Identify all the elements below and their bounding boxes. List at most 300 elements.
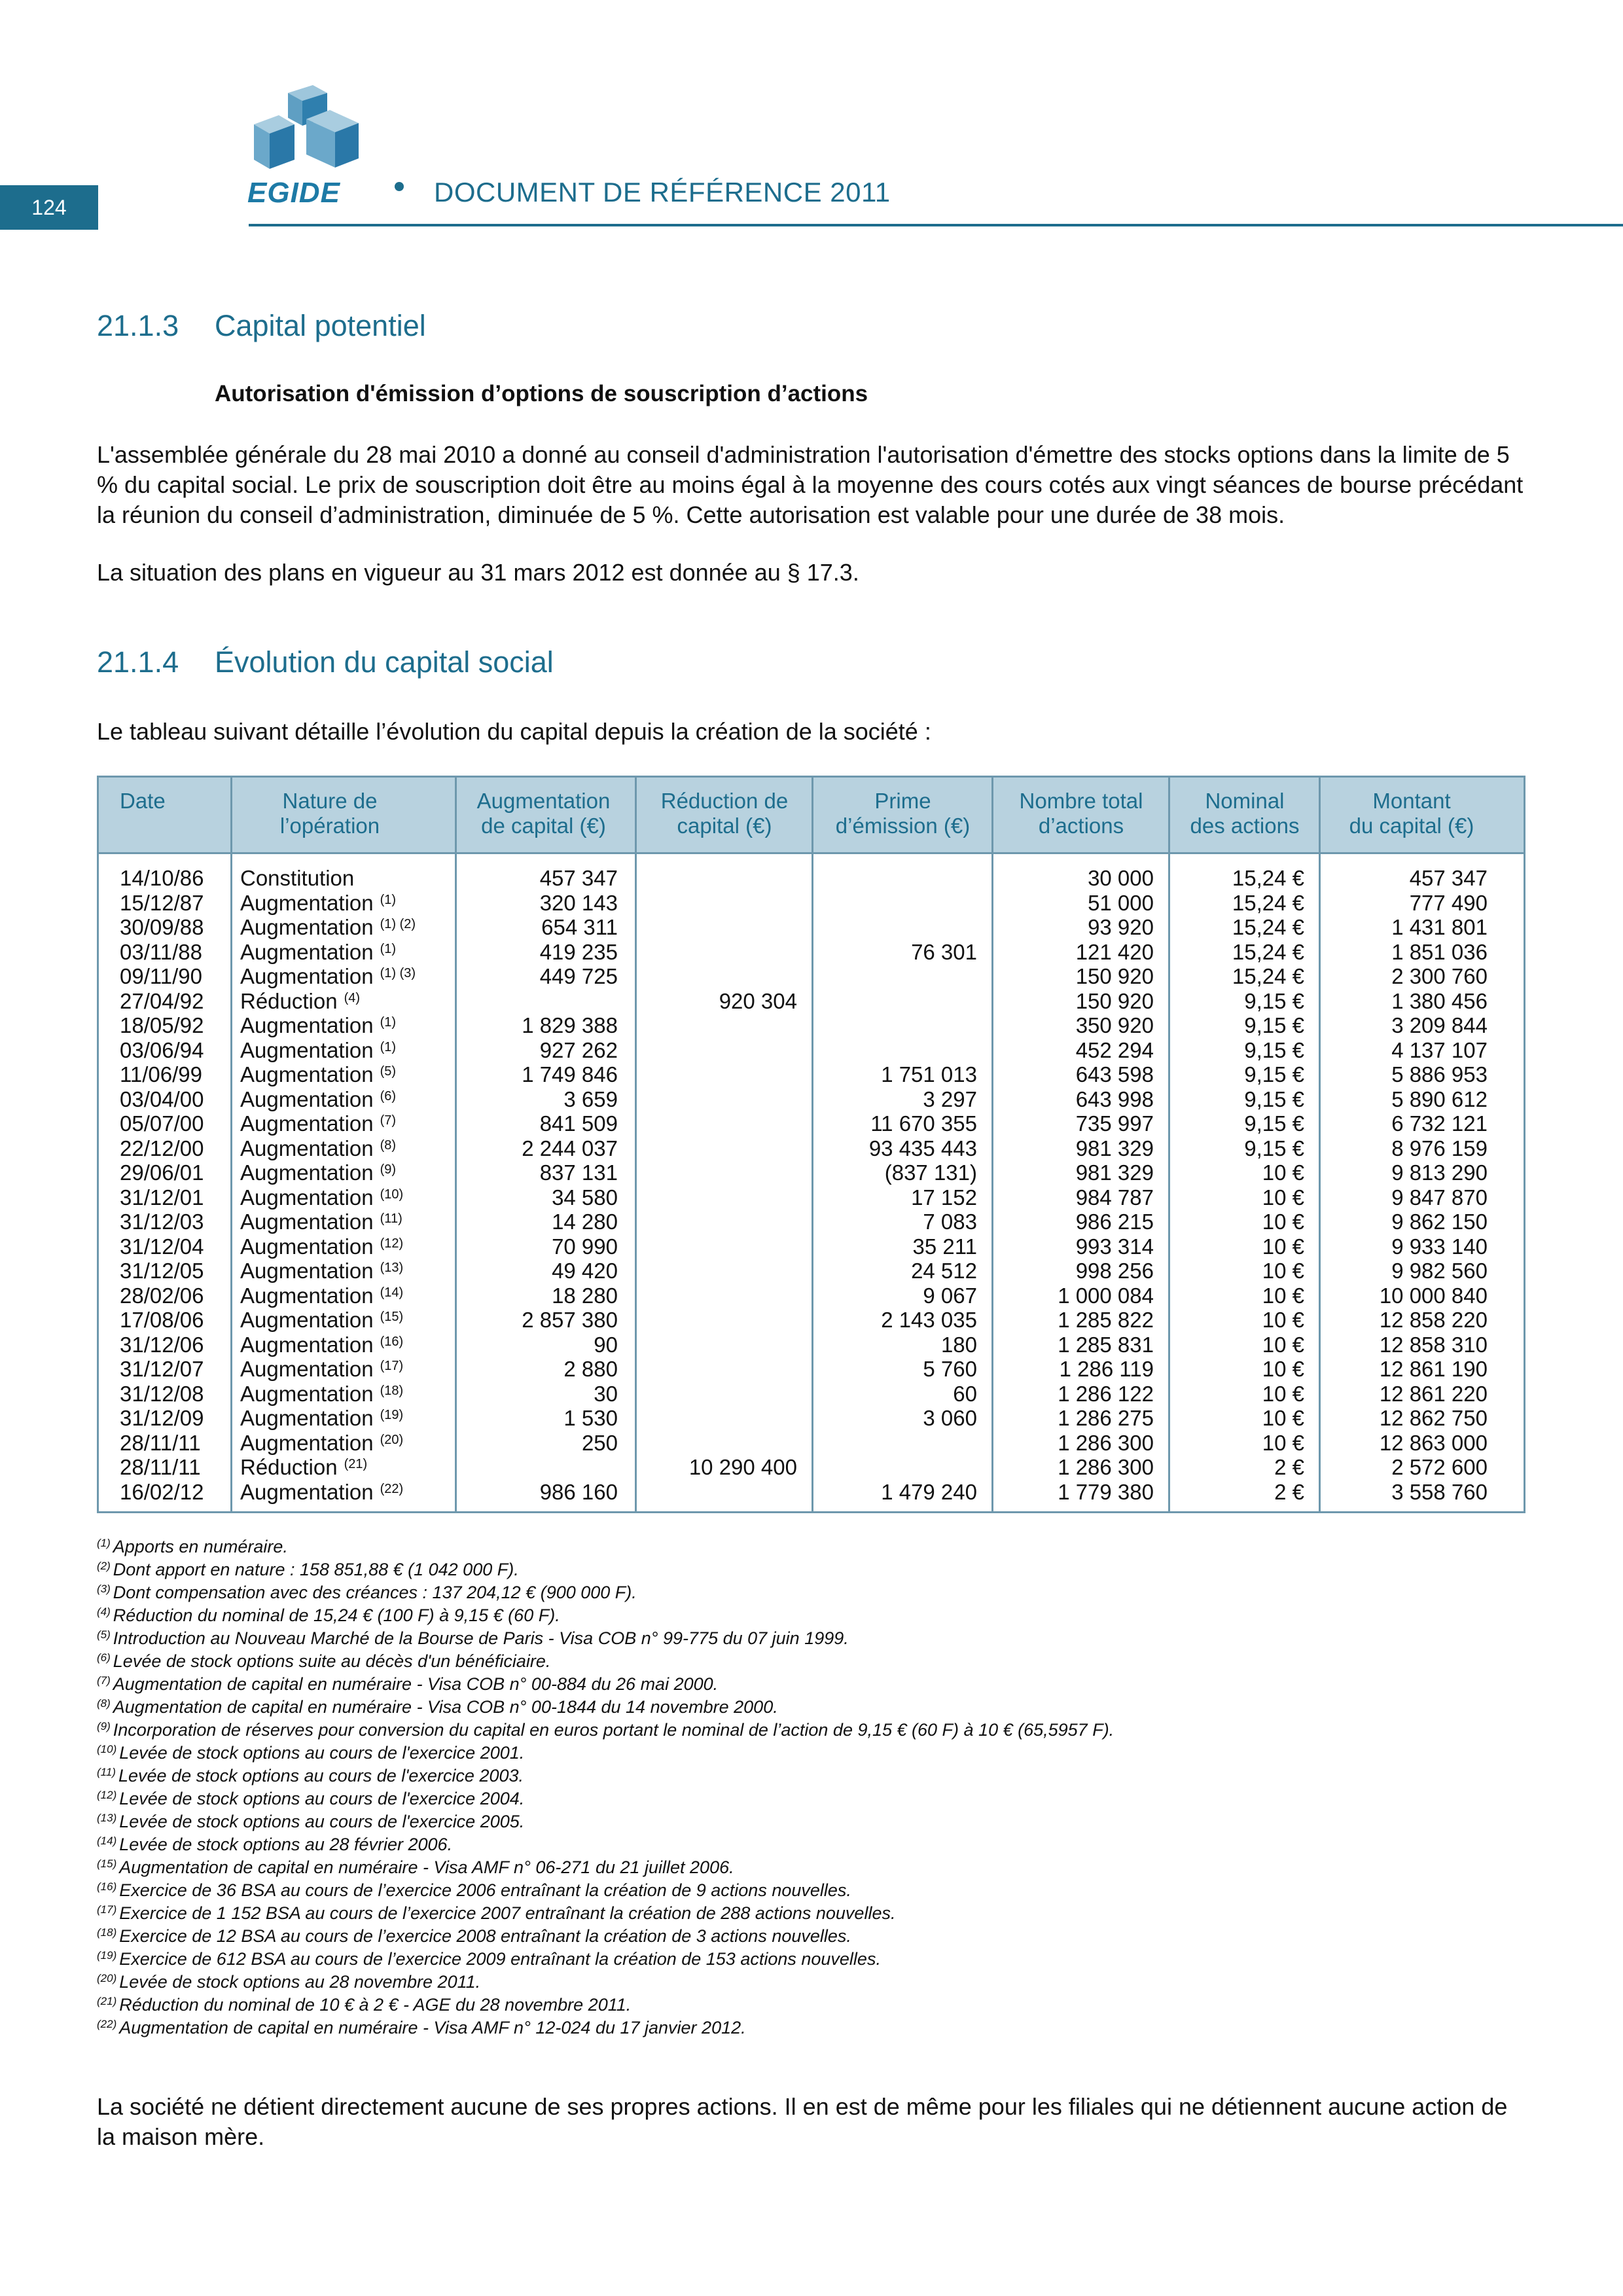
cell-nature: [240, 866, 450, 891]
subheading: Autorisation d'émission d’options de souscription d’actions: [215, 381, 868, 406]
table-body: [99, 866, 1524, 1504]
footnote-item: [97, 1925, 1524, 1948]
cell-date: 30/09/88: [120, 915, 204, 939]
cell-date: 22/12/00: [120, 1136, 204, 1160]
table-row: [99, 1406, 1524, 1431]
cell-nature: [240, 1357, 450, 1382]
cell-montant: 12 862 750: [1379, 1406, 1488, 1430]
operation-label: Augmentation: [240, 1136, 374, 1160]
cell-nominal: 9,15 €: [1244, 1111, 1304, 1136]
cell-nominal: 15,24 €: [1232, 964, 1304, 988]
operation-label: Réduction: [240, 988, 338, 1013]
table-row: [99, 915, 1524, 940]
cell-nombre: 981 329: [1075, 1136, 1154, 1160]
cell-augmentation: 449 725: [539, 964, 618, 988]
cell-montant: 9 847 870: [1391, 1185, 1488, 1210]
footnote-reference: (6): [380, 1088, 397, 1103]
operation-label: Augmentation: [240, 890, 374, 915]
header-nominal: Nominal des actions: [1190, 789, 1300, 838]
cell-nombre: 51 000: [1088, 890, 1154, 915]
cell-nature: [240, 1333, 450, 1357]
cell-nominal: 10 €: [1262, 1406, 1304, 1430]
footnote-reference: (1) (2): [380, 917, 416, 931]
footnote-reference: (16): [380, 1334, 404, 1349]
cell-nombre: 1 286 122: [1058, 1381, 1154, 1406]
egide-logo-cubes-icon: [249, 85, 366, 183]
table-row: [99, 1283, 1524, 1308]
header-date: Date: [120, 789, 166, 813]
footnote-reference: (13): [380, 1261, 404, 1275]
cell-montant: 8 976 159: [1391, 1136, 1488, 1160]
cell-nominal: 10 €: [1262, 1234, 1304, 1259]
footnote-reference: (18): [380, 1383, 404, 1398]
footnote-mark: (18): [97, 1926, 117, 1939]
table-row: [99, 1111, 1524, 1136]
cell-nominal: 10 €: [1262, 1283, 1304, 1308]
operation-label: Augmentation: [240, 939, 374, 964]
table-row: [99, 1382, 1524, 1407]
cell-nombre: 30 000: [1088, 866, 1154, 890]
cell-date: 28/11/11: [120, 1455, 201, 1479]
cell-date: 31/12/09: [120, 1406, 204, 1430]
table-row: [99, 940, 1524, 965]
operation-label: Augmentation: [240, 1210, 374, 1234]
cell-montant: 2 572 600: [1391, 1455, 1488, 1479]
capital-evolution-table: [97, 776, 1525, 1513]
footnote-item: [97, 1650, 1524, 1673]
cell-nombre: 993 314: [1075, 1234, 1154, 1259]
operation-label: Augmentation: [240, 1160, 374, 1185]
cell-augmentation: 49 420: [552, 1259, 618, 1283]
cell-montant: 12 861 190: [1379, 1357, 1488, 1381]
footnote-item: [97, 1833, 1524, 1856]
cell-date: 14/10/86: [120, 866, 204, 890]
footnote-reference: (12): [380, 1236, 404, 1251]
footnote-text: Réduction du nominal de 15,24 € (100 F) à 9,15 € (60 F).: [113, 1605, 560, 1625]
cell-prime: 7 083: [923, 1210, 977, 1234]
cell-montant: 3 209 844: [1391, 1013, 1488, 1037]
footnote-mark: (14): [97, 1835, 117, 1847]
cell-montant: 6 732 121: [1391, 1111, 1488, 1136]
cell-date: 28/02/06: [120, 1283, 204, 1308]
cell-nominal: 10 €: [1262, 1308, 1304, 1332]
cell-montant: 12 861 220: [1379, 1381, 1488, 1406]
cell-nature: [240, 1038, 450, 1063]
cell-nature: [240, 940, 450, 965]
footnote-reference: (4): [344, 990, 361, 1005]
section-number: 21.1.3: [97, 309, 179, 342]
footnote-text: Levée de stock options au cours de l'exercice 2003.: [118, 1766, 524, 1785]
cell-nominal: 2 €: [1274, 1455, 1304, 1479]
footnote-reference: (19): [380, 1408, 404, 1422]
cell-augmentation: 837 131: [539, 1160, 618, 1185]
footnote-mark: (3): [97, 1583, 111, 1595]
cell-date: 03/11/88: [120, 939, 203, 964]
cell-nature: [240, 1259, 450, 1283]
operation-label: Augmentation: [240, 1283, 374, 1308]
cell-augmentation: 419 235: [539, 939, 618, 964]
cell-nature: [240, 1160, 450, 1185]
footnote-reference: (8): [380, 1138, 397, 1153]
cell-prime: 5 760: [923, 1357, 977, 1381]
cell-date: 31/12/04: [120, 1234, 204, 1259]
footnote-text: Levée de stock options au 28 novembre 2011.: [119, 1972, 481, 1992]
cell-nature: [240, 915, 450, 940]
cell-nominal: 10 €: [1262, 1160, 1304, 1185]
document-title: DOCUMENT DE RÉFÉRENCE 2011: [434, 177, 891, 207]
operation-label: Augmentation: [240, 1381, 374, 1406]
footnote-item: [97, 1604, 1524, 1627]
cell-montant: 10 000 840: [1379, 1283, 1488, 1308]
table-row: [99, 964, 1524, 989]
footnote-item: [97, 1696, 1524, 1719]
header-nature: Nature de l’opération: [279, 789, 380, 838]
operation-label: Augmentation: [240, 1259, 374, 1283]
table-row: [99, 1136, 1524, 1161]
footnote-item: [97, 1971, 1524, 1994]
section-heading-capital-potentiel: [97, 309, 426, 343]
footnote-item: [97, 1719, 1524, 1742]
footnote-text: Exercice de 1 152 BSA au cours de l’exercice 2007 entraînant la création de 288 actions nouvelles.: [119, 1903, 896, 1923]
cell-nominal: 15,24 €: [1232, 866, 1304, 890]
table-row: [99, 1357, 1524, 1382]
logo-wordmark: EGIDE: [247, 177, 340, 209]
cell-nature: [240, 1406, 450, 1431]
cell-augmentation: 1 749 846: [522, 1062, 618, 1086]
footnote-item: [97, 2017, 1524, 2039]
footnote-mark: (4): [97, 1605, 111, 1618]
cell-nature: [240, 1431, 450, 1456]
footnote-text: Augmentation de capital en numéraire - Visa AMF n° 06-271 du 21 juillet 2006.: [119, 1857, 734, 1877]
operation-label: Augmentation: [240, 1185, 374, 1210]
section-heading-evolution-capital: [97, 645, 554, 679]
cell-nature: [240, 891, 450, 916]
cell-nombre: 1 285 822: [1058, 1308, 1154, 1332]
cell-montant: 9 862 150: [1391, 1210, 1488, 1234]
footnote-text: Levée de stock options au cours de l'exercice 2004.: [119, 1789, 525, 1808]
cell-date: 31/12/01: [120, 1185, 204, 1210]
cell-date: 09/11/90: [120, 964, 203, 988]
table-row: [99, 1308, 1524, 1333]
cell-date: 31/12/03: [120, 1210, 204, 1234]
footnote-reference: (1): [380, 892, 397, 907]
cell-nombre: 350 920: [1075, 1013, 1154, 1037]
cell-prime: 24 512: [911, 1259, 977, 1283]
footnote-reference: (10): [380, 1187, 404, 1202]
cell-nombre: 1 286 300: [1058, 1455, 1154, 1479]
footnote-mark: (20): [97, 1972, 117, 1984]
cell-prime: 1 751 013: [881, 1062, 977, 1086]
cell-nombre: 643 998: [1075, 1086, 1154, 1111]
cell-montant: 12 858 310: [1379, 1332, 1488, 1357]
table-row: [99, 1480, 1524, 1505]
cell-reduction: 920 304: [719, 988, 797, 1013]
cell-augmentation: 34 580: [552, 1185, 618, 1210]
cell-augmentation: 90: [594, 1332, 618, 1357]
section-number: 21.1.4: [97, 645, 179, 679]
cell-prime: 3 297: [923, 1086, 977, 1111]
cell-augmentation: 2 880: [563, 1357, 618, 1381]
cell-montant: 1 851 036: [1391, 939, 1488, 964]
cell-nominal: 10 €: [1262, 1381, 1304, 1406]
operation-label: Augmentation: [240, 1332, 374, 1357]
header-bullet: [395, 182, 404, 191]
cell-augmentation: 18 280: [552, 1283, 618, 1308]
table-row: [99, 1210, 1524, 1234]
cell-date: 03/04/00: [120, 1086, 204, 1111]
header-montant: Montant du capital (€): [1349, 789, 1474, 838]
operation-label: Augmentation: [240, 964, 374, 988]
cell-prime: 3 060: [923, 1406, 977, 1430]
footnote-text: Augmentation de capital en numéraire - Visa AMF n° 12-024 du 17 janvier 2012.: [119, 2018, 746, 2037]
cell-nombre: 1 285 831: [1058, 1332, 1154, 1357]
cell-nominal: 10 €: [1262, 1259, 1304, 1283]
operation-label: Augmentation: [240, 1013, 374, 1037]
footnote-mark: (16): [97, 1880, 117, 1893]
cell-prime: 11 670 355: [870, 1111, 977, 1136]
cell-nature: [240, 1455, 450, 1480]
footnote-mark: (21): [97, 1995, 117, 2007]
cell-nombre: 150 920: [1075, 988, 1154, 1013]
cell-augmentation: 250: [581, 1430, 618, 1455]
footnote-item: [97, 1673, 1524, 1696]
cell-nominal: 9,15 €: [1244, 1136, 1304, 1160]
footnote-item: [97, 1810, 1524, 1833]
operation-label: Augmentation: [240, 1479, 374, 1504]
footnote-text: Levée de stock options au 28 février 2006.: [119, 1835, 453, 1854]
cell-nature: [240, 1087, 450, 1112]
cell-nominal: 15,24 €: [1232, 915, 1304, 939]
cell-augmentation: 1 829 388: [522, 1013, 618, 1037]
paragraph-plans: La situation des plans en vigueur au 31 mars 2012 est donnée au § 17.3.: [97, 559, 859, 586]
cell-nominal: 2 €: [1274, 1479, 1304, 1504]
cell-nominal: 9,15 €: [1244, 1013, 1304, 1037]
operation-label: Augmentation: [240, 1430, 374, 1455]
cell-nominal: 9,15 €: [1244, 1037, 1304, 1062]
operation-label: Augmentation: [240, 1037, 374, 1062]
operation-label: Augmentation: [240, 1086, 374, 1111]
header-divider: [249, 224, 1623, 226]
cell-nature: [240, 1234, 450, 1259]
operation-label: Augmentation: [240, 1357, 374, 1381]
table-row: [99, 1455, 1524, 1480]
footnote-text: Introduction au Nouveau Marché de la Bourse de Paris - Visa COB n° 99-775 du 07 juin 1999.: [113, 1628, 849, 1648]
cell-montant: 4 137 107: [1391, 1037, 1488, 1062]
cell-montant: 5 886 953: [1391, 1062, 1488, 1086]
cell-nombre: 1 779 380: [1058, 1479, 1154, 1504]
operation-label: Réduction: [240, 1455, 338, 1479]
footnote-text: Incorporation de réserves pour conversion du capital en euros portant le nominal de l’action de 9,15 € (60 F) à 10 € (65,5957 F).: [113, 1720, 1115, 1740]
footnote-text: Dont compensation avec des créances : 137 204,12 € (900 000 F).: [113, 1583, 637, 1602]
header-prime: Prime d’émission (€): [835, 789, 971, 838]
footnote-mark: (2): [97, 1560, 111, 1572]
footnote-reference: (21): [344, 1457, 368, 1471]
cell-augmentation: 927 262: [539, 1037, 618, 1062]
cell-prime: 35 211: [912, 1234, 977, 1259]
footnote-item: [97, 1879, 1524, 1902]
cell-date: 31/12/05: [120, 1259, 204, 1283]
table-row: [99, 1185, 1524, 1210]
cell-prime: 17 152: [911, 1185, 977, 1210]
cell-augmentation: 2 244 037: [522, 1136, 618, 1160]
footnote-reference: (14): [380, 1285, 404, 1300]
footnote-text: Exercice de 612 BSA au cours de l’exercice 2009 entraînant la création de 153 actions nouvelles.: [119, 1949, 881, 1969]
footnote-reference: (20): [380, 1432, 404, 1447]
footnote-reference: (22): [380, 1481, 404, 1496]
header-nombre: Nombre total d’actions: [1019, 789, 1143, 838]
footnote-reference: (5): [380, 1064, 397, 1079]
cell-nombre: 1 286 300: [1058, 1430, 1154, 1455]
table-row: [99, 891, 1524, 916]
footnote-text: Dont apport en nature : 158 851,88 € (1 042 000 F).: [113, 1560, 519, 1579]
cell-date: 11/06/99: [120, 1062, 203, 1086]
cell-prime: 76 301: [911, 939, 977, 964]
cell-nombre: 984 787: [1075, 1185, 1154, 1210]
footnote-mark: (5): [97, 1628, 111, 1641]
footnote-item: [97, 1902, 1524, 1925]
cell-augmentation: 986 160: [539, 1479, 618, 1504]
footnote-mark: (9): [97, 1720, 111, 1732]
cell-nombre: 1 286 275: [1058, 1406, 1154, 1430]
cell-nature: [240, 1308, 450, 1333]
footnote-mark: (15): [97, 1857, 117, 1870]
cell-montant: 457 347: [1409, 866, 1488, 890]
footnote-reference: (1): [380, 941, 397, 956]
footnote-item: [97, 1948, 1524, 1971]
cell-augmentation: 654 311: [541, 915, 618, 939]
cell-nature: [240, 1136, 450, 1161]
operation-label: Augmentation: [240, 1111, 374, 1136]
footnote-reference: (11): [380, 1211, 402, 1226]
cell-nombre: 93 920: [1088, 915, 1154, 939]
footnote-reference: (9): [380, 1162, 397, 1177]
footnote-item: [97, 1742, 1524, 1765]
footnote-item: [97, 1787, 1524, 1810]
cell-nature: [240, 1062, 450, 1087]
cell-nominal: 10 €: [1262, 1357, 1304, 1381]
cell-nominal: 9,15 €: [1244, 1062, 1304, 1086]
cell-prime: 9 067: [923, 1283, 977, 1308]
table-row: [99, 989, 1524, 1014]
cell-augmentation: 457 347: [539, 866, 618, 890]
cell-augmentation: 841 509: [539, 1111, 618, 1136]
cell-montant: 9 813 290: [1391, 1160, 1488, 1185]
table-row: [99, 1087, 1524, 1112]
section-title: Évolution du capital social: [215, 645, 554, 679]
footnote-reference: (7): [380, 1113, 397, 1128]
cell-nominal: 10 €: [1262, 1430, 1304, 1455]
footnote-mark: (17): [97, 1903, 117, 1916]
footnote-item: [97, 1994, 1524, 2017]
cell-nombre: 986 215: [1075, 1210, 1154, 1234]
cell-nombre: 452 294: [1075, 1037, 1154, 1062]
cell-nominal: 15,24 €: [1232, 890, 1304, 915]
table-intro: Le tableau suivant détaille l’évolution du capital depuis la création de la société :: [97, 718, 931, 745]
cell-montant: 9 982 560: [1391, 1259, 1488, 1283]
footnote-reference: (1) (3): [380, 966, 416, 980]
cell-nature: [240, 1185, 450, 1210]
footnote-mark: (6): [97, 1651, 111, 1664]
cell-nature: [240, 964, 450, 989]
cell-augmentation: 1 530: [563, 1406, 618, 1430]
cell-prime: 1 479 240: [881, 1479, 977, 1504]
table-row: [99, 1013, 1524, 1038]
footnote-item: [97, 1535, 1524, 1558]
cell-nature: [240, 989, 450, 1014]
footnote-item: [97, 1558, 1524, 1581]
footnote-text: Levée de stock options au cours de l'exercice 2005.: [119, 1812, 525, 1831]
operation-label: Augmentation: [240, 1234, 374, 1259]
cell-date: 28/11/11: [120, 1430, 201, 1455]
cell-nominal: 10 €: [1262, 1185, 1304, 1210]
cell-nominal: 15,24 €: [1232, 939, 1304, 964]
cell-nominal: 10 €: [1262, 1210, 1304, 1234]
cell-nature: [240, 1111, 450, 1136]
cell-date: 31/12/06: [120, 1332, 204, 1357]
cell-montant: 5 890 612: [1391, 1086, 1488, 1111]
operation-label: Constitution: [240, 866, 355, 890]
cell-augmentation: 70 990: [552, 1234, 618, 1259]
cell-nature: [240, 1480, 450, 1505]
table-row: [99, 1038, 1524, 1063]
cell-date: 31/12/07: [120, 1357, 204, 1381]
cell-date: 18/05/92: [120, 1013, 204, 1037]
cell-reduction: 10 290 400: [688, 1455, 797, 1479]
operation-label: Augmentation: [240, 915, 374, 939]
footnote-reference: (1): [380, 1015, 397, 1030]
footnote-mark: (19): [97, 1949, 117, 1962]
footnote-mark: (7): [97, 1674, 111, 1687]
cell-nature: [240, 1283, 450, 1308]
footnote-text: Exercice de 36 BSA au cours de l’exercice 2006 entraînant la création de 9 actions nouvelles.: [119, 1880, 851, 1900]
cell-nombre: 1 000 084: [1058, 1283, 1154, 1308]
table-row: [99, 1259, 1524, 1283]
operation-label: Augmentation: [240, 1308, 374, 1332]
footnote-item: [97, 1765, 1524, 1787]
cell-augmentation: 3 659: [563, 1086, 618, 1111]
footnote-text: Réduction du nominal de 10 € à 2 € - AGE du 28 novembre 2011.: [119, 1995, 632, 2015]
header-augmentation: Augmentation de capital (€): [476, 789, 611, 838]
cell-nature: [240, 1382, 450, 1407]
cell-date: 05/07/00: [120, 1111, 204, 1136]
footnote-text: Augmentation de capital en numéraire - Visa COB n° 00-884 du 26 mai 2000.: [113, 1674, 719, 1694]
footnote-item: [97, 1581, 1524, 1604]
footnote-mark: (12): [97, 1789, 117, 1801]
cell-prime: 180: [940, 1332, 977, 1357]
cell-date: 29/06/01: [120, 1160, 204, 1185]
cell-nominal: 9,15 €: [1244, 1086, 1304, 1111]
cell-montant: 1 380 456: [1391, 988, 1488, 1013]
operation-label: Augmentation: [240, 1406, 374, 1430]
footnote-text: Exercice de 12 BSA au cours de l’exercice 2008 entraînant la création de 3 actions nouvelles.: [119, 1926, 851, 1946]
cell-date: 16/02/12: [120, 1479, 204, 1504]
footnote-item: [97, 1627, 1524, 1650]
cell-date: 31/12/08: [120, 1381, 204, 1406]
footnote-text: Apports en numéraire.: [113, 1537, 288, 1556]
cell-prime: 93 435 443: [868, 1136, 977, 1160]
footnote-reference: (17): [380, 1359, 404, 1373]
table-row: [99, 1160, 1524, 1185]
cell-montant: 1 431 801: [1391, 915, 1488, 939]
cell-date: 15/12/87: [120, 890, 204, 915]
cell-nominal: 9,15 €: [1244, 988, 1304, 1013]
cell-augmentation: 2 857 380: [522, 1308, 618, 1332]
cell-prime: (837 131): [884, 1160, 977, 1185]
cell-augmentation: 14 280: [552, 1210, 618, 1234]
footnote-mark: (10): [97, 1743, 117, 1755]
cell-nombre: 981 329: [1075, 1160, 1154, 1185]
cell-date: 17/08/06: [120, 1308, 204, 1332]
